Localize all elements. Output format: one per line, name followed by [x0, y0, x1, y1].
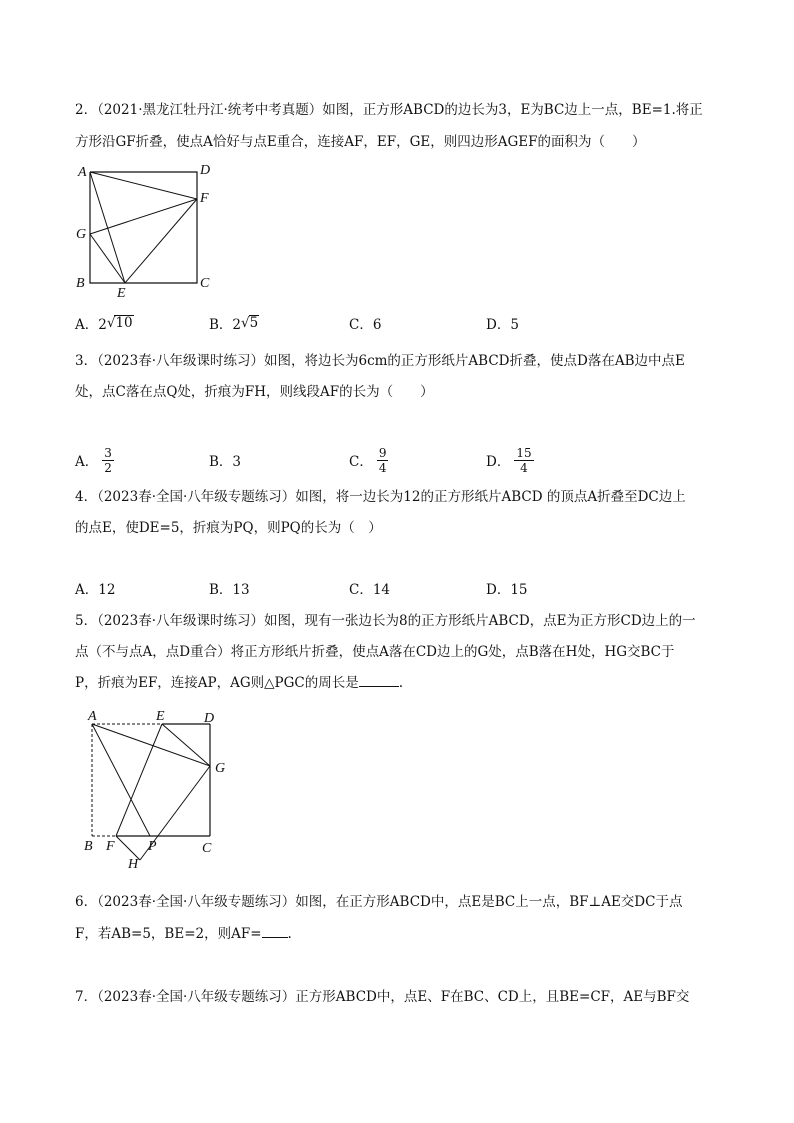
- q5-figure: [78, 700, 248, 875]
- q5-label-h: H: [128, 857, 139, 872]
- q5-label-d: D: [204, 711, 215, 726]
- q4-options: [75, 568, 735, 608]
- q7-line1: 7．（2023春·全国·八年级专题练习）正方形ABCD中，点E、F在BC、CD上，且BE=CF，AE与BF交: [75, 989, 690, 1005]
- q5-label-f: F: [106, 839, 115, 854]
- q2-option-b[interactable]: B．2 √5: [209, 315, 259, 333]
- q5-label-g: G: [215, 761, 226, 776]
- q5-answer-blank[interactable]: [359, 674, 399, 687]
- q3-option-d[interactable]: D． $\frac{15}{4}$: [486, 445, 532, 475]
- q3-option-c[interactable]: C． $\frac{9}{4}$: [349, 445, 387, 475]
- q2-options: [75, 303, 735, 343]
- q2-label-g: G: [76, 227, 87, 242]
- q3-options: [75, 440, 735, 480]
- q3-line1: 3．（2023春·八年级课时练习）如图，将边长为6cm的正方形纸片ABCD折叠，使点D落在AB边中点E: [75, 353, 685, 369]
- q2-label-b: B: [76, 276, 85, 291]
- q4-line2: 的点E，使DE=5，折痕为PQ，则PQ的长为（ ）: [75, 520, 382, 536]
- q4-option-c[interactable]: C．14: [349, 582, 391, 598]
- q4-line1: 4．（2023春·全国·八年级专题练习）如图，将一边长为12的正方形纸片ABCD 的顶点A折叠至DC边上: [75, 489, 686, 505]
- q6-answer-blank[interactable]: [262, 925, 288, 938]
- q2-figure: [70, 160, 230, 300]
- q6-line2: [75, 925, 292, 943]
- q3-option-b[interactable]: B．3: [209, 454, 242, 470]
- q6-line2-end: .: [287, 926, 292, 942]
- q5-label-p: P: [148, 839, 157, 854]
- q5-line3: [75, 674, 403, 692]
- q5-line2: 点（不与点A，点D重合）将正方形纸片折叠，使点A落在CD边上的G处，点B落在H处，HG交BC于: [75, 644, 675, 660]
- q5-label-b: B: [84, 839, 93, 854]
- q2-label-e: E: [117, 286, 126, 300]
- q2-label-c: C: [200, 276, 210, 291]
- q4-option-d[interactable]: D．15: [486, 582, 528, 598]
- q5-line3-text: P，折痕为EF，连接AP，AG则△PGC的周长是: [75, 675, 359, 691]
- q2-line2: 方形沿GF折叠，使点A恰好与点E重合，连接AF，EF，GE，则四边形AGEF的面积为（ ）: [75, 134, 646, 150]
- q6-line1: 6．（2023春·全国·八年级专题练习）如图，在正方形ABCD中，点E是BC上一点，BF⊥AE交DC于点: [75, 894, 683, 910]
- q5-line1: 5．（2023春·八年级课时练习）如图，现有一张边长为8的正方形纸片ABCD，点E为正方形CD边上的一: [75, 613, 696, 629]
- q2-option-d[interactable]: D．5: [486, 317, 519, 333]
- q5-line3-end: .: [398, 675, 404, 691]
- q2-option-a[interactable]: A．2 √10: [75, 315, 133, 333]
- q3-option-a[interactable]: A． $\frac{3}{2}$: [75, 445, 112, 475]
- q2-label-a: A: [78, 165, 87, 180]
- q4-option-a[interactable]: A．12: [75, 582, 116, 598]
- q6-line2-text: F，若AB=5，BE=2，则AF=: [75, 926, 262, 942]
- q2-label-d: D: [200, 163, 211, 178]
- q5-label-c: C: [202, 841, 212, 856]
- q2-line1: 2．（2021·黑龙江牡丹江·统考中考真题）如图，正方形ABCD的边长为3，E为BC边上一点，BE=1.将正: [75, 102, 703, 118]
- q5-label-e: E: [156, 709, 165, 724]
- q5-label-a: A: [88, 709, 97, 724]
- q4-option-b[interactable]: B．13: [209, 582, 250, 598]
- q2-label-f: F: [200, 191, 209, 206]
- q3-line2: 处，点C落在点Q处，折痕为FH，则线段AF的长为（ ）: [75, 384, 434, 400]
- q2-option-c[interactable]: C．6: [349, 317, 382, 333]
